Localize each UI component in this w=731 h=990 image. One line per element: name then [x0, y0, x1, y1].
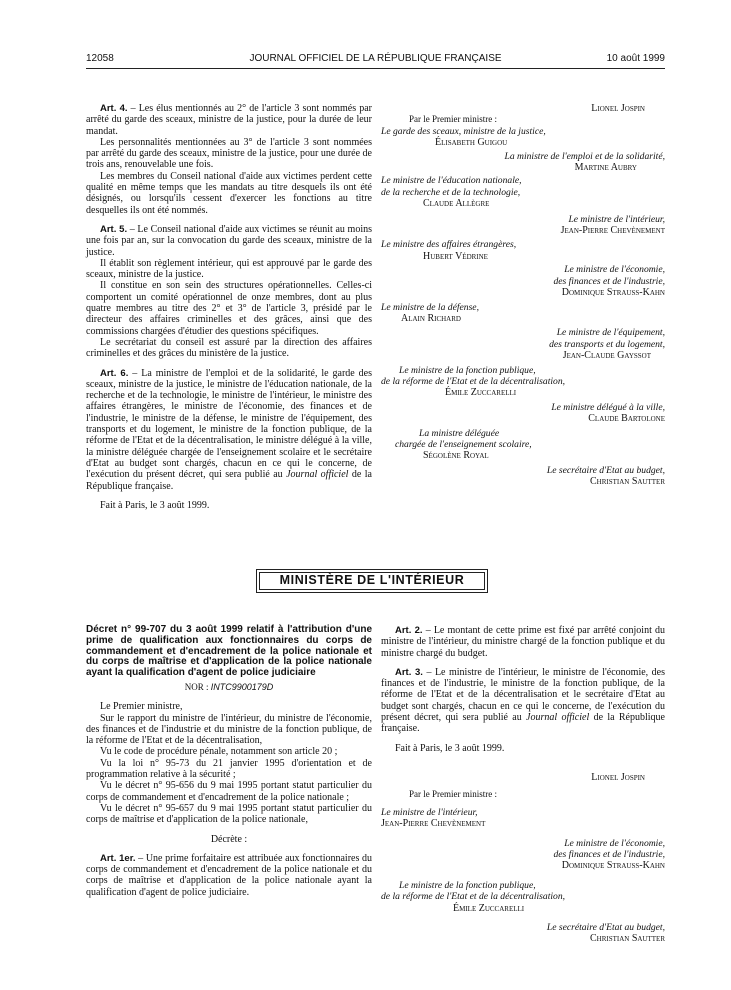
signer-name: Lionel Jospin [591, 772, 645, 783]
minister-name: Jean-Pierre Chevènement [381, 818, 486, 830]
minister-title: Le ministre de l'économie, [564, 264, 665, 276]
minister-title: La ministre de l'emploi et de la solidarité, [504, 150, 665, 162]
article-6-text: – La ministre de l'emploi et de la solidarité, le garde des sceaux, ministre de la justice, le ministre de l'éducation nationale, de la recherche et de la technologie, le ministre de l'intérieur, le ministre des affaires étrangères, le ministre de l'économie, des finances et de l'industrie, le ministre de la défense, le ministre de l'équipement, des transports et du logement, le ministre de la fonction publique, de la réforme de l'Etat et de la décentralisation, le ministre délégué à la ville, la ministre déléguée chargée de l'enseignement scolaire et le secrétaire d'Etat au budget sont chargés, chacun en ce qui le concerne, de l'exécution du présent décret, qui sera publié au [86, 367, 372, 481]
minister-title: Le ministre de la fonction publique, [399, 364, 536, 376]
minister-name: Christian Sautter [589, 476, 665, 488]
minister-title: des finances et de l'industrie, [553, 275, 665, 287]
article-4-label: Art. 4. [100, 103, 128, 114]
minister-name: Jean-Claude Gayssot [562, 350, 651, 362]
by-prime-minister: Par le Premier ministre : [409, 114, 497, 125]
signature-block-bottom [381, 772, 665, 945]
minister-name: Martine Aubry [574, 162, 637, 174]
ministry-banner [256, 569, 488, 593]
article-3-label: Art. 3. [395, 666, 423, 678]
journal-title: JOURNAL OFFICIEL DE LA RÉPUBLIQUE FRANÇAISE [249, 53, 502, 64]
minister-title: de la réforme de l'Etat et de la décentralisation, [381, 375, 566, 387]
minister-title: chargée de l'enseignement scolaire, [395, 438, 532, 450]
previous-decree-articles [86, 103, 372, 511]
decrete-heading: Décrète : [210, 833, 248, 845]
minister-name: Christian Sautter [589, 933, 665, 945]
minister-name: Alain Richard [401, 312, 461, 324]
article-4-paragraph [86, 103, 372, 137]
done-at-paris: Fait à Paris, le 3 août 1999. [395, 742, 505, 754]
article-5-paragraph [86, 224, 372, 258]
visa-paragraph: Vu le code de procédure pénale, notamment son article 20 ; [100, 746, 338, 758]
minister-title: des transports et du logement, [549, 338, 665, 350]
article-6-end: de la République française. [86, 469, 372, 492]
article-1-paragraph [86, 853, 372, 898]
visa-paragraph: Sur le rapport du ministre de l'intérieur, du ministre de l'économie, des finances et de l'industrie et du ministre de la fonction publique, de la réforme de l'Etat et de la décentralisation, [86, 712, 372, 747]
minister-name: Émile Zuccarelli [445, 387, 517, 399]
by-prime-minister: Par le Premier ministre : [409, 789, 497, 800]
minister-name: Claude Allègre [423, 198, 490, 210]
minister-title: de la recherche et de la technologie, [381, 186, 521, 198]
article-5-label: Art. 5. [100, 223, 128, 235]
minister-name: Dominique Strauss-Kahn [561, 860, 665, 872]
minister-title: La ministre déléguée [419, 427, 500, 439]
page-number: 12058 [86, 53, 114, 64]
done-at-paris: Fait à Paris, le 3 août 1999. [100, 499, 210, 511]
minister-title: Le ministre de l'économie, [564, 837, 665, 849]
minister-name: Jean-Pierre Chevènement [560, 225, 665, 237]
decree-articles-right [381, 625, 665, 754]
minister-name: Dominique Strauss-Kahn [561, 287, 665, 299]
article-3-end: de la République française. [381, 712, 665, 735]
minister-name: Élisabeth Guigou [435, 137, 508, 149]
decree-title: Décret n° 99-707 du 3 août 1999 relatif à l'attribution d'une prime de qualification aux fonctionnaires du corps de commandement et d'encadrement de la police nationale et du corps de maîtrise et d'application de la police nationale ayant la qualification d'agent de police judiciaire [86, 624, 372, 679]
ministry-banner-label: MINISTÈRE DE L'INTÉRIEUR [259, 572, 485, 590]
visa-paragraph: Vu la loi n° 95-73 du 21 janvier 1995 d'orientation et de programmation relative à la sécurité ; [86, 757, 372, 781]
minister-title: des finances et de l'industrie, [553, 849, 665, 861]
signature-block-top [381, 103, 665, 488]
article-1-text: – Une prime forfaitaire est attribuée aux fonctionnaires du corps de commandement et d'encadrement de la police nationale et du corps de maîtrise et d'application de la police nationale ayant la qualification d'agent de police judiciaire. [86, 852, 372, 898]
header-rule [86, 68, 665, 69]
article-2-text: – Le montant de cette prime est fixé par arrêté conjoint du ministre de l'intérieur, du ministre chargé de la fonction publique et du ministre chargé du budget. [381, 625, 665, 659]
nor-value: INTC9900179D [210, 681, 274, 692]
page-header [86, 50, 665, 68]
nor-label: NOR : [184, 681, 211, 692]
article-2-label: Art. 2. [395, 625, 423, 636]
minister-title: Le garde des sceaux, ministre de la justice, [381, 125, 546, 137]
minister-title: Le ministre délégué à la ville, [551, 401, 665, 413]
visa-paragraph: Vu le décret n° 95-657 du 9 mai 1995 portant statut particulier du corps de maîtrise et d'application de la police nationale, [86, 802, 372, 826]
article-5-text: – Le Conseil national d'aide aux victimes se réunit au moins une fois par an, sur la convocation du garde des sceaux, ministre de la justice. [86, 223, 372, 258]
article-4-paragraph-3: Les membres du Conseil national d'aide aux victimes perdent cette qualité en même temps que les mandats au titre desquels ils ont été désignés, ou lorsqu'ils cessent d'exercer les fonctions au titre desquelles ils ont été nommés. [86, 170, 372, 216]
minister-title: Le ministre de l'éducation nationale, [381, 175, 522, 187]
minister-title: Le ministre de la fonction publique, [399, 879, 536, 891]
article-6-paragraph [86, 368, 372, 492]
minister-title: Le ministre de la défense, [381, 301, 479, 313]
minister-title: Le ministre de l'intérieur, [381, 806, 478, 818]
article-6-label: Art. 6. [100, 367, 129, 379]
visa-paragraph: Vu le décret n° 95-656 du 9 mai 1995 portant statut particulier du corps de commandement et d'encadrement de la police nationale ; [86, 780, 372, 803]
article-2-paragraph [381, 625, 665, 659]
signer-name: Lionel Jospin [591, 103, 645, 114]
preamble-pm: Le Premier ministre, [100, 701, 183, 713]
decree-99-707 [86, 625, 372, 898]
article-3-text: – Le ministre de l'intérieur, le ministre de l'économie, des finances et de l'industrie, le ministre de la fonction publique, de la réforme de l'Etat et de la décentralisation et le secrétaire d'Etat au budget sont chargés, chacun en ce qui le concerne, de l'exécution du présent décret, qui sera publié au [381, 666, 665, 724]
article-5-paragraph-4: Le secrétariat du conseil est assuré par la direction des affaires criminelles et des grâces du ministère de la justice. [86, 336, 372, 360]
article-4-paragraph-2: Les personnalités mentionnées au 3° de l'article 3 sont nommées par arrêté du garde des sceaux, ministre de la justice, pour une durée de trois ans, renouvelable une fois. [86, 136, 372, 171]
article-4-text: – Les élus mentionnés au 2° de l'article 3 sont nommés par arrêté du garde des sceaux, ministre de la justice, pour la durée de leur mandat. [86, 103, 372, 137]
minister-title: de la réforme de l'Etat et de la décentralisation, [381, 891, 566, 903]
article-5-paragraph-2: Il établit son règlement intérieur, qui est approuvé par le garde des sceaux, ministre de la justice. [86, 257, 372, 281]
article-1-label: Art. 1er. [100, 852, 136, 864]
minister-title: Le ministre de l'équipement, [556, 327, 665, 339]
minister-title: Le ministre de l'intérieur, [568, 213, 665, 225]
minister-name: Claude Bartolone [588, 413, 665, 425]
minister-title: Le secrétaire d'Etat au budget, [546, 922, 665, 934]
minister-name: Hubert Védrine [423, 250, 488, 262]
journal-officiel-ref: Journal officiel [526, 712, 590, 724]
minister-title: Le ministre des affaires étrangères, [381, 239, 517, 251]
minister-name: Ségolène Royal [423, 450, 489, 462]
article-3-paragraph [381, 667, 665, 735]
nor-reference [86, 682, 372, 693]
minister-title: Le secrétaire d'Etat au budget, [546, 464, 665, 476]
minister-name: Émile Zuccarelli [453, 902, 525, 914]
journal-officiel-ref: Journal officiel [286, 469, 349, 481]
article-5-paragraph-3: Il constitue en son sein des structures opérationnelles. Celles-ci comportent un comité opérationnel de onze membres, dont au plus quatre membres au titre des 2° et 3° de l'article 3, présidé par le directeur des affaires criminelles et des grâces, ainsi que des commissions chargées d'étudier des questions spécifiques. [86, 280, 372, 337]
issue-date: 10 août 1999 [606, 53, 665, 64]
